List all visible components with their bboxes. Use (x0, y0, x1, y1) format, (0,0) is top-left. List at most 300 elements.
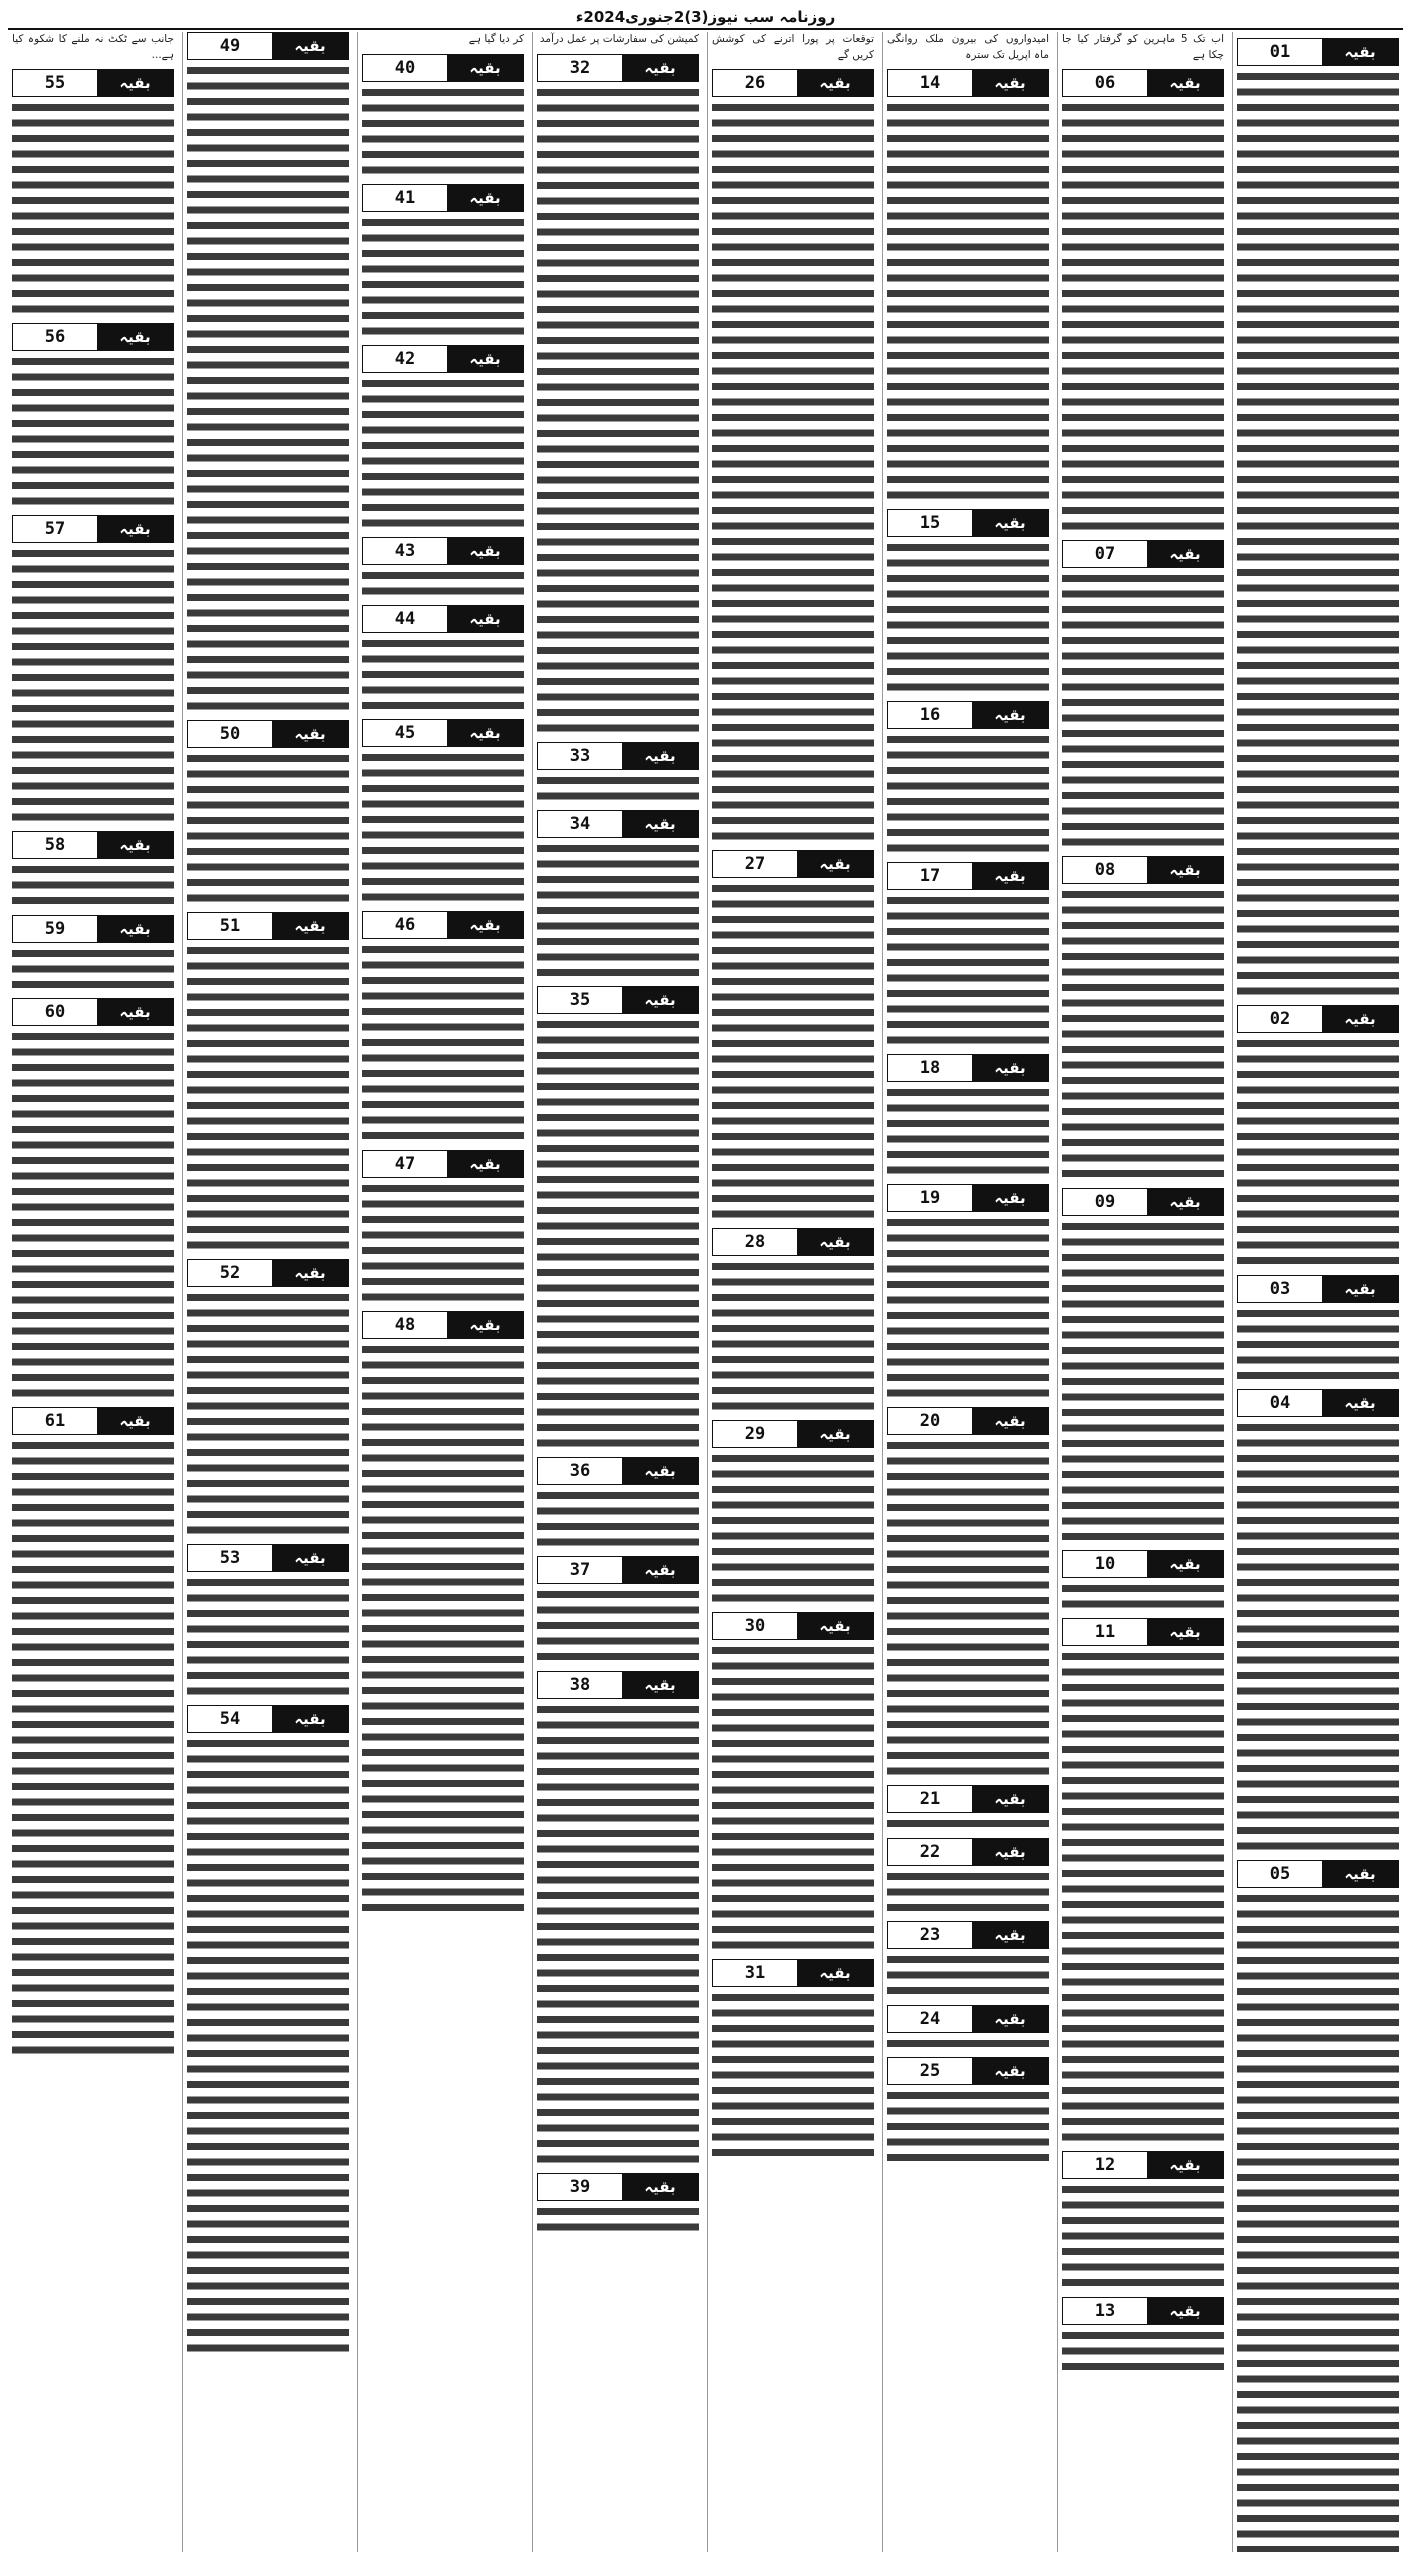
article-text (887, 732, 1049, 856)
article-text (187, 1290, 349, 1538)
continuation-number: 37 (538, 1557, 622, 1583)
baqiya-label: بقیہ (1147, 2298, 1223, 2324)
continuation-header (187, 1705, 349, 1733)
continuation-box (887, 1054, 1049, 1178)
baqiya-label: بقیہ (97, 999, 173, 1025)
continuation-box (1237, 38, 1399, 999)
continuation-box (887, 1407, 1049, 1779)
continuation-header (1237, 1389, 1399, 1417)
baqiya-label: بقیہ (447, 1151, 523, 1177)
continuation-header (712, 1959, 874, 1987)
continuation-header (362, 719, 524, 747)
baqiya-label: بقیہ (97, 1408, 173, 1434)
article-text (712, 1643, 874, 1953)
continuation-box (1062, 69, 1224, 534)
continuation-header (537, 1556, 699, 1584)
continuation-box (1237, 1860, 1399, 2552)
continuation-number: 12 (1063, 2152, 1147, 2178)
column-7 (182, 32, 353, 2552)
continuation-header (887, 1785, 1049, 1813)
continuation-header (12, 1407, 174, 1435)
article-text (712, 1451, 874, 1606)
article-text (887, 893, 1049, 1048)
continuation-box (887, 862, 1049, 1048)
article-text (187, 943, 349, 1253)
baqiya-label: بقیہ (1147, 1619, 1223, 1645)
continuation-number: 22 (888, 1839, 972, 1865)
continuation-box (1062, 1618, 1224, 2145)
continuation-number: 05 (1238, 1861, 1322, 1887)
continuation-header (362, 605, 524, 633)
baqiya-label: بقیہ (1147, 1551, 1223, 1577)
continuation-box (537, 1671, 699, 2167)
article-text (362, 376, 524, 531)
continuation-header (362, 537, 524, 565)
article-text (712, 1990, 874, 2161)
continuation-number: 56 (13, 324, 97, 350)
baqiya-label: بقیہ (622, 743, 698, 769)
article-text (362, 1342, 524, 1916)
baqiya-label: بقیہ (447, 912, 523, 938)
continuation-number: 47 (363, 1151, 447, 1177)
continuation-header (887, 2057, 1049, 2085)
article-text (1062, 100, 1224, 534)
article-text (187, 1575, 349, 1699)
continuation-header (712, 1420, 874, 1448)
article-text (12, 100, 174, 317)
continuation-header (12, 323, 174, 351)
baqiya-label: بقیہ (97, 324, 173, 350)
continuation-header (187, 720, 349, 748)
baqiya-label: بقیہ (447, 185, 523, 211)
article-text (887, 100, 1049, 503)
baqiya-label: بقیہ (797, 1613, 873, 1639)
baqiya-label: بقیہ (972, 510, 1048, 536)
continuation-header (362, 1311, 524, 1339)
continuation-box (1062, 540, 1224, 850)
article-text (1062, 2328, 1224, 2375)
continuation-number: 46 (363, 912, 447, 938)
continuation-number: 41 (363, 185, 447, 211)
article-text (887, 1952, 1049, 1999)
baqiya-label: بقیہ (972, 1185, 1048, 1211)
continuation-number: 03 (1238, 1276, 1322, 1302)
baqiya-label: بقیہ (622, 55, 698, 81)
continuation-number: 35 (538, 987, 622, 1013)
continuation-box (887, 509, 1049, 695)
article-text (12, 546, 174, 825)
baqiya-label: بقیہ (1147, 857, 1223, 883)
continuation-header (887, 2005, 1049, 2033)
lead-snippet: کر دیا گیا ہے (468, 33, 524, 45)
article-text (887, 1215, 1049, 1401)
baqiya-label: بقیہ (272, 33, 348, 59)
column-4 (707, 32, 878, 2552)
continuation-box (1062, 1188, 1224, 1545)
continuation-header (12, 915, 174, 943)
continuation-box (1237, 1389, 1399, 1854)
article-text (1062, 1649, 1224, 2145)
continuation-box (712, 850, 874, 1222)
column-6 (357, 32, 528, 2552)
continuation-number: 40 (363, 55, 447, 81)
continuation-number: 21 (888, 1786, 972, 1812)
article-text (1062, 1581, 1224, 1612)
article-text (12, 1029, 174, 1401)
continuation-box (12, 1407, 174, 2058)
continuation-box (362, 54, 524, 178)
continuation-number: 20 (888, 1408, 972, 1434)
continuation-header (362, 911, 524, 939)
continuation-number: 34 (538, 811, 622, 837)
continuation-header (712, 1612, 874, 1640)
continuation-header (187, 32, 349, 60)
continuation-header (712, 69, 874, 97)
article-text (12, 946, 174, 993)
continuation-number: 07 (1063, 541, 1147, 567)
continuation-box (187, 1259, 349, 1538)
continuation-box (362, 605, 524, 714)
continuation-header (12, 831, 174, 859)
baqiya-label: بقیہ (972, 2006, 1048, 2032)
continuation-number: 32 (538, 55, 622, 81)
continuation-number: 01 (1238, 39, 1322, 65)
continuation-box (187, 912, 349, 1253)
continuation-number: 42 (363, 346, 447, 372)
article-text (187, 1736, 349, 2356)
continuation-box (712, 1959, 874, 2161)
continuation-box (887, 701, 1049, 856)
baqiya-label: بقیہ (97, 70, 173, 96)
continuation-number: 10 (1063, 1551, 1147, 1577)
continuation-box (12, 831, 174, 909)
continuation-number: 51 (188, 913, 272, 939)
continuation-header (537, 810, 699, 838)
continuation-header (537, 1671, 699, 1699)
baqiya-label: بقیہ (447, 538, 523, 564)
lead-snippet: کمیشن کی سفارشات پر عمل درآمد (539, 33, 699, 45)
article-text (1237, 1891, 1399, 2552)
baqiya-label: بقیہ (1322, 1006, 1398, 1032)
baqiya-label: بقیہ (972, 702, 1048, 728)
article-text (362, 636, 524, 714)
baqiya-label: بقیہ (1147, 2152, 1223, 2178)
article-text (887, 1438, 1049, 1779)
continuation-number: 14 (888, 70, 972, 96)
article-text (362, 942, 524, 1144)
article-text (1062, 571, 1224, 850)
article-text (887, 540, 1049, 695)
continuation-header (187, 1544, 349, 1572)
article-text (887, 2036, 1049, 2052)
continuation-number: 31 (713, 1960, 797, 1986)
article-text (1237, 1420, 1399, 1854)
lead-snippet: امیدواروں کی بیرون ملک روانگی ماہ اپریل تک سترہ (887, 33, 1049, 61)
baqiya-label: بقیہ (1147, 541, 1223, 567)
article-text (362, 568, 524, 599)
continuation-box (12, 323, 174, 509)
article-text (537, 1488, 699, 1550)
continuation-number: 52 (188, 1260, 272, 1286)
baqiya-label: بقیہ (97, 832, 173, 858)
continuation-number: 24 (888, 2006, 972, 2032)
baqiya-label: بقیہ (1322, 1390, 1398, 1416)
continuation-header (537, 1457, 699, 1485)
continuation-number: 58 (13, 832, 97, 858)
article-text (887, 2088, 1049, 2166)
baqiya-label: بقیہ (447, 1312, 523, 1338)
baqiya-label: بقیہ (447, 55, 523, 81)
continuation-header (887, 701, 1049, 729)
continuation-header (187, 1259, 349, 1287)
baqiya-label: بقیہ (797, 851, 873, 877)
continuation-number: 25 (888, 2058, 972, 2084)
baqiya-label: بقیہ (972, 863, 1048, 889)
baqiya-label: بقیہ (447, 606, 523, 632)
article-text (12, 1438, 174, 2058)
continuation-header (537, 54, 699, 82)
continuation-header (537, 742, 699, 770)
continuation-header (887, 1838, 1049, 1866)
continuation-number: 50 (188, 721, 272, 747)
continuation-box (537, 810, 699, 981)
continuation-box (1062, 2151, 1224, 2291)
continuation-number: 16 (888, 702, 972, 728)
article-text (537, 841, 699, 981)
continuation-box (887, 2005, 1049, 2052)
article-text (887, 1869, 1049, 1916)
continuation-number: 04 (1238, 1390, 1322, 1416)
baqiya-label: بقیہ (972, 1408, 1048, 1434)
continuation-box (12, 998, 174, 1401)
article-text (362, 215, 524, 339)
continuation-box (1062, 1550, 1224, 1612)
continuation-number: 55 (13, 70, 97, 96)
continuation-header (1237, 1275, 1399, 1303)
continuation-header (537, 2173, 699, 2201)
column-2 (1057, 32, 1228, 2552)
continuation-header (1062, 1188, 1224, 1216)
continuation-header (187, 912, 349, 940)
article-text (537, 1702, 699, 2167)
continuation-number: 17 (888, 863, 972, 889)
continuation-number: 44 (363, 606, 447, 632)
continuation-box (362, 719, 524, 905)
article-text (712, 881, 874, 1222)
continuation-box (362, 1311, 524, 1916)
continuation-box (887, 1785, 1049, 1832)
baqiya-label: بقیہ (972, 2058, 1048, 2084)
baqiya-label: بقیہ (797, 1229, 873, 1255)
continuation-number: 06 (1063, 70, 1147, 96)
baqiya-label: بقیہ (622, 1672, 698, 1698)
continuation-box (1062, 856, 1224, 1182)
continuation-header (712, 1228, 874, 1256)
continuation-box (887, 2057, 1049, 2166)
article-text (1237, 69, 1399, 999)
column-3 (882, 32, 1053, 2552)
continuation-box (712, 1612, 874, 1953)
article-text (537, 85, 699, 736)
continuation-header (362, 184, 524, 212)
continuation-box (187, 1705, 349, 2356)
continuation-number: 02 (1238, 1006, 1322, 1032)
baqiya-label: بقیہ (622, 987, 698, 1013)
continuation-number: 27 (713, 851, 797, 877)
continuation-number: 60 (13, 999, 97, 1025)
article-text (887, 1085, 1049, 1178)
continuation-header (1062, 2297, 1224, 2325)
continuation-header (887, 862, 1049, 890)
baqiya-label: بقیہ (797, 70, 873, 96)
continuation-header (1237, 1860, 1399, 1888)
continuation-header (1062, 540, 1224, 568)
baqiya-label: بقیہ (797, 1421, 873, 1447)
continuation-header (1062, 2151, 1224, 2179)
continuation-number: 30 (713, 1613, 797, 1639)
continuation-header (887, 1921, 1049, 1949)
continuation-box (1062, 2297, 1224, 2375)
continuation-box (187, 1544, 349, 1699)
baqiya-label: بقیہ (622, 2174, 698, 2200)
baqiya-label: بقیہ (622, 1557, 698, 1583)
continuation-number: 29 (713, 1421, 797, 1447)
continuation-number: 53 (188, 1545, 272, 1571)
article-text (537, 2204, 699, 2235)
continuation-box (12, 515, 174, 825)
continuation-number: 33 (538, 743, 622, 769)
baqiya-label: بقیہ (447, 346, 523, 372)
continuation-box (887, 1838, 1049, 1916)
article-text (12, 862, 174, 909)
continuation-number: 19 (888, 1185, 972, 1211)
continuation-box (1237, 1275, 1399, 1384)
columns-grid (8, 32, 1403, 2552)
continuation-header (887, 1054, 1049, 1082)
masthead: روزنامہ سب نیوز(3)2جنوری2024ء (8, 6, 1403, 30)
article-text (187, 63, 349, 714)
baqiya-label: بقیہ (1322, 1276, 1398, 1302)
continuation-number: 09 (1063, 1189, 1147, 1215)
baqiya-label: بقیہ (1322, 1861, 1398, 1887)
article-text (537, 1017, 699, 1451)
article-text (362, 1181, 524, 1305)
article-text (537, 1587, 699, 1665)
continuation-number: 15 (888, 510, 972, 536)
baqiya-label: بقیہ (272, 721, 348, 747)
continuation-header (1062, 1550, 1224, 1578)
article-text (537, 773, 699, 804)
continuation-box (537, 2173, 699, 2235)
article-text (1062, 1219, 1224, 1545)
continuation-number: 38 (538, 1672, 622, 1698)
continuation-number: 39 (538, 2174, 622, 2200)
continuation-box (887, 1184, 1049, 1401)
continuation-number: 61 (13, 1408, 97, 1434)
continuation-box (362, 911, 524, 1144)
continuation-header (1062, 69, 1224, 97)
baqiya-label: بقیہ (272, 1545, 348, 1571)
baqiya-label: بقیہ (272, 1260, 348, 1286)
continuation-number: 18 (888, 1055, 972, 1081)
baqiya-label: بقیہ (1147, 1189, 1223, 1215)
continuation-number: 43 (363, 538, 447, 564)
continuation-header (362, 54, 524, 82)
article-text (12, 354, 174, 509)
continuation-number: 13 (1063, 2298, 1147, 2324)
continuation-header (12, 515, 174, 543)
continuation-box (1237, 1005, 1399, 1269)
continuation-box (712, 1228, 874, 1414)
continuation-box (12, 69, 174, 317)
continuation-header (537, 986, 699, 1014)
baqiya-label: بقیہ (972, 70, 1048, 96)
baqiya-label: بقیہ (622, 1458, 698, 1484)
continuation-header (712, 850, 874, 878)
baqiya-label: بقیہ (97, 516, 173, 542)
continuation-header (1237, 1005, 1399, 1033)
continuation-header (362, 345, 524, 373)
continuation-number: 49 (188, 33, 272, 59)
article-text (1062, 887, 1224, 1182)
continuation-header (12, 69, 174, 97)
continuation-box (537, 1556, 699, 1665)
continuation-box (712, 69, 874, 844)
article-text (712, 100, 874, 844)
continuation-box (537, 986, 699, 1451)
continuation-number: 45 (363, 720, 447, 746)
continuation-box (362, 184, 524, 339)
continuation-header (887, 69, 1049, 97)
article-text (1062, 2182, 1224, 2291)
lead-snippet: جانب سے ٹکٹ نہ ملنے کا شکوہ کیا ہے... (12, 33, 174, 61)
baqiya-label: بقیہ (272, 1706, 348, 1732)
continuation-number: 26 (713, 70, 797, 96)
baqiya-label: بقیہ (972, 1055, 1048, 1081)
continuation-box (537, 1457, 699, 1550)
continuation-box (362, 1150, 524, 1305)
continuation-box (362, 537, 524, 599)
continuation-header (12, 998, 174, 1026)
article-text (1237, 1306, 1399, 1384)
continuation-number: 57 (13, 516, 97, 542)
article-text (887, 1816, 1049, 1832)
continuation-box (187, 720, 349, 906)
lead-snippet: توقعات پر پورا اترنے کی کوشش کریں گے (712, 33, 874, 61)
baqiya-label: بقیہ (797, 1960, 873, 1986)
article-text (362, 750, 524, 905)
continuation-box (887, 1921, 1049, 1999)
article-text (187, 751, 349, 906)
continuation-header (1062, 1618, 1224, 1646)
continuation-box (537, 54, 699, 736)
baqiya-label: بقیہ (972, 1839, 1048, 1865)
article-text (362, 85, 524, 178)
continuation-header (887, 1407, 1049, 1435)
continuation-number: 23 (888, 1922, 972, 1948)
baqiya-label: بقیہ (97, 916, 173, 942)
baqiya-label: بقیہ (447, 720, 523, 746)
continuation-box (712, 1420, 874, 1606)
continuation-box (187, 32, 349, 714)
baqiya-label: بقیہ (1147, 70, 1223, 96)
continuation-box (12, 915, 174, 993)
continuation-number: 59 (13, 916, 97, 942)
lead-snippet: اب تک 5 ماہرین کو گرفتار کیا جا چکا ہے (1062, 33, 1224, 61)
continuation-box (887, 69, 1049, 503)
article-text (712, 1259, 874, 1414)
continuation-number: 54 (188, 1706, 272, 1732)
